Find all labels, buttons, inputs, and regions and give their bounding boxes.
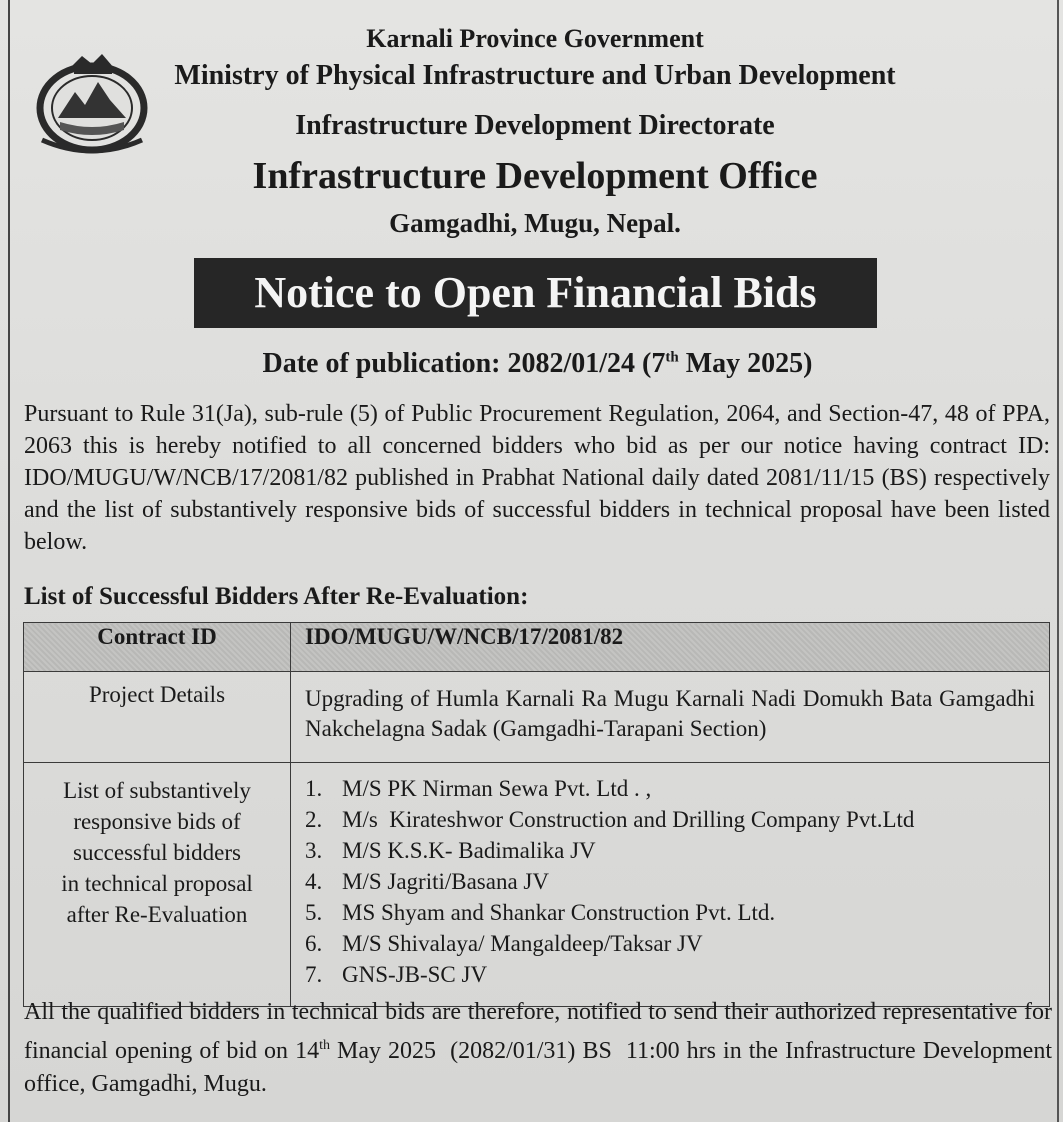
intro-paragraph: Pursuant to Rule 31(Ja), sub-rule (5) of Public Procurement Regulation, 2064, and Section-47, 48 of PPA, 2063 this is hereby notified to all concerned bidders who bid as per our notice having contract ID: IDO/MUGU/W/NCB/17/2081/82 published in Prabhat National daily dated 2081/11/15 (BS) respectively and the list of substantively responsive bids of successful bidders in technical proposal have been listed below. [24,401,1050,555]
ministry-name: Ministry of Physical Infrastructure and Urban Development [174,60,896,91]
bidders-table [23,622,1050,1007]
publication-date [0,348,1063,380]
list-item [305,835,1035,866]
list-item-number: 7. [305,962,323,987]
table-row-project [24,672,1050,763]
publication-date-suffix: May 2025) [678,348,813,379]
closing-part2: May 2025 (2082/01/31) BS 11:00 hrs in the Infrastructure Development office, Gamgadhi, Mugu. [24,1038,1059,1097]
bidders-list-cell [291,763,1050,1007]
list-item-number: 5. [305,900,323,925]
bidders-list-label [24,763,291,1007]
publication-date-prefix: Date of publication: 2082/01/24 (7 [262,348,666,379]
list-item [305,804,1035,835]
list-item-number: 3. [305,838,323,863]
contract-value: IDO/MUGU/W/NCB/17/2081/82 [291,623,1050,672]
label-line: in technical proposal [61,871,253,896]
closing-paragraph [24,996,1059,1101]
publication-date-sup: th [665,349,679,366]
contract-label: Contract ID [24,623,291,672]
project-value: Upgrading of Humla Karnali Ra Mugu Karnali Nadi Domukh Bata Gamgadhi Nakchelagna Sadak (Gamgadhi-Tarapani Section) [291,672,1050,763]
office-address: Gamgadhi, Mugu, Nepal. [389,208,681,238]
list-item [305,773,1035,804]
project-label: Project Details [24,672,291,763]
table-row-bidders [24,763,1050,1007]
list-item-name: M/s Kirateshwor Construction and Drilling Company Pvt.Ltd [342,807,915,832]
list-heading: List of Successful Bidders After Re-Evaluation: [24,583,529,610]
directorate-name: Infrastructure Development Directorate [295,110,775,141]
list-item-number: 4. [305,869,323,894]
label-line: List of substantively [63,778,251,803]
bidders-list [305,773,1035,990]
label-line: responsive bids of [73,809,241,834]
right-border-rule [1057,0,1059,1122]
list-item [305,928,1035,959]
left-border-rule [8,0,10,1122]
notice-title: Notice to Open Financial Bids [194,258,877,328]
list-item [305,959,1035,990]
list-item-name: M/S K.S.K- Badimalika JV [342,838,596,863]
table-row-contract [24,623,1050,672]
closing-sup: th [319,1038,330,1053]
list-item-name: GNS-JB-SC JV [342,962,488,987]
list-item [305,897,1035,928]
list-item-number: 6. [305,931,323,956]
list-item-number: 2. [305,807,323,832]
label-line: successful bidders [73,840,241,865]
label-line: after Re-Evaluation [66,902,248,927]
list-item [305,866,1035,897]
office-name: Infrastructure Development Office [252,155,818,197]
list-item-name: M/S Jagriti/Basana JV [342,869,549,894]
list-item-name: MS Shyam and Shankar Construction Pvt. Ltd. [342,900,776,925]
list-item-number: 1. [305,776,323,801]
list-item-name: M/S PK Nirman Sewa Pvt. Ltd . , [342,776,652,801]
list-item-name: M/S Shivalaya/ Mangaldeep/Taksar JV [342,931,703,956]
closing-part1: All the qualified bidders in technical bids are therefore, notified to send their authorized representative for financial opening of bid on 14 [24,999,1052,1064]
province-name: Karnali Province Government [366,24,704,53]
